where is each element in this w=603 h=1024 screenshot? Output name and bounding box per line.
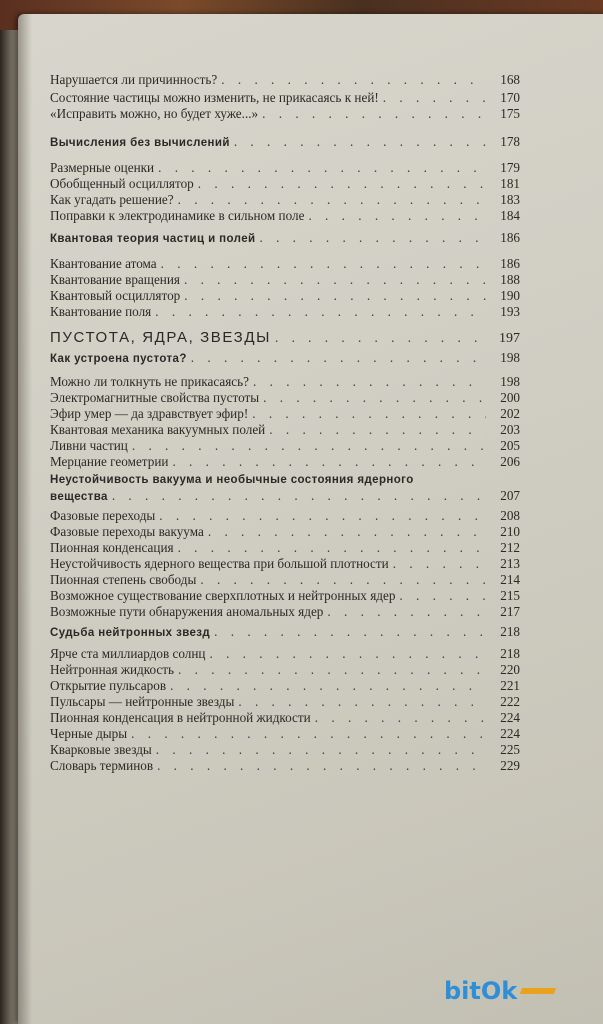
toc-entry-row — [50, 556, 520, 572]
toc-title: «Исправить можно, но будет хуже...» — [50, 106, 259, 121]
toc-page-number: 179 — [500, 160, 520, 175]
toc-page-number: 224 — [500, 710, 520, 725]
toc-page-number: 210 — [500, 524, 520, 539]
toc-entry-row — [50, 694, 520, 710]
toc-page-number: 214 — [500, 572, 520, 587]
toc-title: Пульсары — нейтронные звезды — [50, 694, 235, 709]
toc-page-number: 198 — [500, 350, 520, 365]
toc-page-number: 203 — [500, 422, 520, 437]
dot-leader — [178, 540, 486, 556]
dot-leader — [198, 176, 486, 192]
toc-title: вещества — [50, 491, 108, 503]
toc-page-number: 197 — [499, 331, 520, 346]
dot-leader — [191, 350, 486, 366]
toc-title: Пионная конденсация — [50, 540, 174, 555]
dot-leader — [214, 624, 486, 640]
toc-entry-row — [50, 646, 520, 662]
toc-title: Эфир умер — да здравствует эфир! — [50, 406, 249, 421]
dot-leader — [170, 678, 486, 694]
toc-page-number: 218 — [500, 624, 520, 639]
dot-leader — [158, 160, 486, 176]
dot-leader — [269, 422, 486, 438]
toc-entry-row — [50, 422, 520, 438]
dot-leader — [221, 72, 486, 88]
spine-shadow — [18, 14, 32, 1024]
toc-page-number: 220 — [500, 662, 520, 677]
toc-title: Электромагнитные свойства пустоты — [50, 390, 260, 405]
toc-title: Черные дыры — [50, 726, 128, 741]
toc-title: Нарушается ли причинность? — [50, 72, 218, 87]
toc-page-number: 213 — [500, 556, 520, 571]
dot-leader — [178, 662, 486, 678]
toc-page-number: 186 — [500, 230, 520, 245]
toc-page-number: 168 — [500, 72, 520, 87]
toc-entry-row — [50, 742, 520, 758]
toc-title: Мерцание геометрии — [50, 454, 169, 469]
toc-title: Квантование вращения — [50, 272, 180, 287]
toc-page-number: 198 — [500, 374, 520, 389]
toc-title: Квантование поля — [50, 304, 152, 319]
toc-title: Квантование атома — [50, 256, 157, 271]
toc-title: Неустойчивость вакуума и необычные состояния ядерного — [50, 474, 414, 486]
watermark — [444, 974, 594, 1008]
toc-title: Квантовая теория частиц и полей — [50, 233, 256, 245]
toc-page-number: 225 — [500, 742, 520, 757]
toc-section-row — [50, 472, 520, 488]
dot-leader — [252, 406, 486, 422]
toc-entry-row — [50, 726, 520, 742]
toc-page-number: 183 — [500, 192, 520, 207]
toc-entry-row — [50, 710, 520, 726]
toc-entry-row — [50, 524, 520, 540]
dot-leader — [159, 508, 486, 524]
dot-leader — [157, 758, 486, 774]
toc-title: Состояние частицы можно изменить, не прикасаясь к ней! — [50, 90, 379, 105]
toc-page-number: 229 — [500, 758, 520, 773]
toc-entry-row — [50, 106, 520, 122]
dot-leader — [156, 742, 486, 758]
toc-entry-row — [50, 374, 520, 390]
dot-leader — [155, 304, 486, 320]
toc-entry-row — [50, 176, 520, 192]
toc-title: Можно ли толкнуть не прикасаясь? — [50, 374, 250, 389]
toc-title: Ливни частиц — [50, 438, 128, 453]
toc-page-number: 221 — [500, 678, 520, 693]
toc-entry-row — [50, 540, 520, 556]
toc-title: ПУСТОТА, ЯДРА, ЗВЕЗДЫ — [50, 329, 271, 346]
toc-page-number: 215 — [500, 588, 520, 603]
toc-entry-row — [50, 604, 520, 620]
toc-page-number: 193 — [500, 304, 520, 319]
toc-title: Как угадать решение? — [50, 192, 174, 207]
dot-leader — [253, 374, 486, 390]
toc-page-number: 186 — [500, 256, 520, 271]
toc-section-row — [50, 488, 520, 505]
dot-leader — [184, 288, 486, 304]
dot-leader — [308, 208, 486, 224]
toc-title: Возможное существование сверхплотных и нейтронных ядер — [50, 588, 396, 603]
dot-leader — [178, 192, 486, 208]
toc-entry-row — [50, 438, 520, 454]
toc-page-number: 207 — [500, 488, 520, 503]
toc-title: Судьба нейтронных звезд — [50, 627, 211, 639]
toc-page-number: 175 — [500, 106, 520, 121]
toc-title: Ярче ста миллиардов солнц — [50, 646, 206, 661]
toc-title: Поправки к электродинамике в сильном поле — [50, 208, 305, 223]
dot-leader — [184, 272, 486, 288]
toc-page-number: 208 — [500, 508, 520, 523]
toc-section-row — [50, 230, 520, 247]
toc-section-row — [50, 624, 520, 641]
toc-title: Возможные пути обнаружения аномальных ядер — [50, 604, 324, 619]
toc-title: Обобщенный осциллятор — [50, 176, 194, 191]
toc-title: Пионная степень свободы — [50, 572, 197, 587]
toc-title: Фазовые переходы — [50, 508, 156, 523]
toc-title: Пионная конденсация в нейтронной жидкости — [50, 710, 311, 725]
toc-entry-row — [50, 508, 520, 524]
toc-title: Фазовые переходы вакуума — [50, 524, 204, 539]
toc-entry-row — [50, 160, 520, 176]
toc-page-number: 205 — [500, 438, 520, 453]
toc-page-number: 190 — [500, 288, 520, 303]
toc-part-row — [50, 330, 520, 347]
toc-page-number: 200 — [500, 390, 520, 405]
dot-leader — [275, 330, 486, 346]
toc-entry-row — [50, 208, 520, 224]
toc-entry-row — [50, 758, 520, 774]
toc-page-number: 212 — [500, 540, 520, 555]
dot-leader — [315, 710, 486, 726]
toc-page-number: 202 — [500, 406, 520, 421]
dot-leader — [209, 646, 486, 662]
toc-entry-row — [50, 192, 520, 208]
dot-leader — [262, 106, 486, 122]
toc-entry-row — [50, 406, 520, 422]
dot-leader — [132, 438, 486, 454]
toc-page-number: 178 — [500, 134, 520, 149]
dot-leader — [383, 90, 486, 106]
toc-entry-row — [50, 304, 520, 320]
toc-entry-row — [50, 662, 520, 678]
dot-leader — [200, 572, 486, 588]
toc-section-row — [50, 134, 520, 151]
dot-leader — [161, 256, 486, 272]
dot-leader — [238, 694, 486, 710]
toc-page-number: 184 — [500, 208, 520, 223]
toc-entry-row — [50, 288, 520, 304]
toc-page-number: 188 — [500, 272, 520, 287]
toc-entry-row — [50, 678, 520, 694]
toc-title: Нейтронная жидкость — [50, 662, 175, 677]
toc-title: Кварковые звезды — [50, 742, 152, 757]
toc-entry-row — [50, 272, 520, 288]
toc-page-number: 181 — [500, 176, 520, 191]
toc-page-number: 224 — [500, 726, 520, 741]
toc-page-number: 218 — [500, 646, 520, 661]
toc-entry-row — [50, 588, 520, 604]
toc-title: Квантовая механика вакуумных полей — [50, 422, 266, 437]
toc-title: Открытие пульсаров — [50, 678, 167, 693]
toc-title: Квантовый осциллятор — [50, 288, 181, 303]
toc-entry-row — [50, 454, 520, 470]
toc-entry-row — [50, 72, 520, 88]
toc-entry-row — [50, 256, 520, 272]
toc-title: Как устроена пустота? — [50, 353, 187, 365]
dot-leader — [263, 390, 486, 406]
toc-page-number: 206 — [500, 454, 520, 469]
toc-entry-row — [50, 390, 520, 406]
toc-title: Вычисления без вычислений — [50, 137, 230, 149]
toc-entry-row — [50, 572, 520, 588]
dot-leader — [208, 524, 486, 540]
dot-leader — [234, 134, 486, 150]
toc-entry-row — [50, 90, 520, 106]
toc-title: Размерные оценки — [50, 160, 155, 175]
toc-title: Словарь терминов — [50, 758, 154, 773]
dot-leader — [172, 454, 486, 470]
toc-page-number: 217 — [500, 604, 520, 619]
dot-leader — [131, 726, 486, 742]
dot-leader — [327, 604, 486, 620]
dot-leader — [112, 488, 486, 504]
toc-page-number: 222 — [500, 694, 520, 709]
toc-page-number: 170 — [500, 90, 520, 105]
dot-leader — [259, 230, 486, 246]
dot-leader — [399, 588, 486, 604]
toc-section-row — [50, 350, 520, 367]
toc-title: Неустойчивость ядерного вещества при большой плотности — [50, 556, 389, 571]
watermark-text: bitOk — [444, 977, 518, 1005]
dot-leader — [393, 556, 486, 572]
watermark-swoosh-icon — [520, 988, 556, 994]
